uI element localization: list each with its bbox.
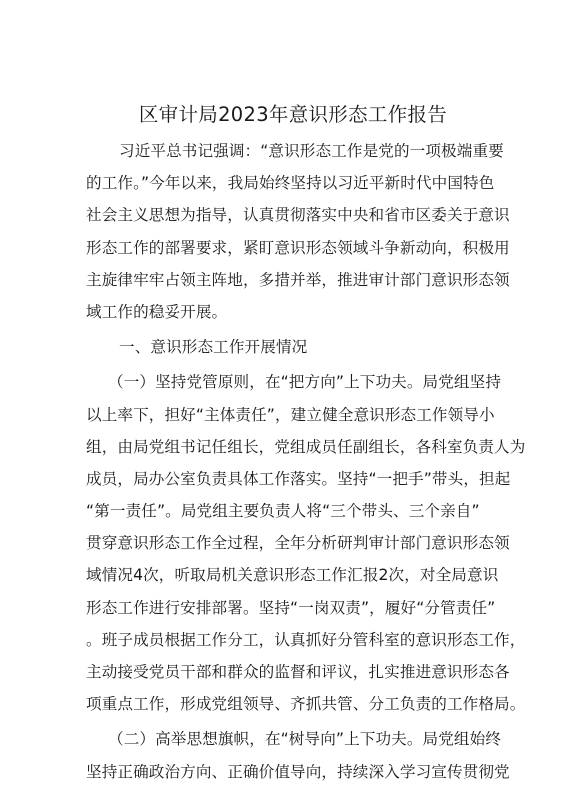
intro-paragraph [86,135,510,328]
text-line: 社会主义思想为指导，认真贯彻落实中央和省市区委关于意识 [86,206,510,225]
text-line: 。班子成员根据工作分工，认真抓好分管科室的意识形态工作， [86,630,526,649]
text-line: 域工作的稳妥开展。 [86,302,228,321]
report-title: 区审计局2023年意识形态工作报告 [138,103,448,126]
subsection-2-paragraph [86,723,510,787]
text-line: 形态工作的部署要求，紧盯意识形态领域斗争新动向，积极用 [86,238,510,257]
text-line: （二）高举思想旗帜，在“树导向”上下功夫。局党组始终 [108,730,502,749]
text-line: 坚持正确政治方向、正确价值导向，持续深入学习宣传贯彻党 [86,762,510,781]
text-line: 主旋律牢牢占领主阵地，多措并举，推进审计部门意识形态领 [86,270,510,289]
text-line: 组，由局党组书记任组长，党组成员任副组长，各科室负责人为 [86,437,526,456]
text-line: 项重点工作，形成党组领导、齐抓共管、分工负责的工作格局。 [86,695,526,714]
section-heading [86,331,506,363]
text-line: （一）坚持党管原则，在“把方向”上下功夫。局党组坚持 [108,373,502,392]
report-body [86,135,526,788]
text-line: 贯穿意识形态工作全过程，全年分析研判审计部门意识形态领 [86,534,510,553]
text-line: 成员，局办公室负责具体工作落实。坚持“一把手”带头，担起 [86,469,511,488]
text-line: 以上率下，担好“主体责任”，建立健全意识形态工作领导小 [86,405,495,424]
text-line: 形态工作进行安排部署。坚持“一岗双责”，履好“分管责任” [86,598,496,617]
subsection-1-paragraph [86,366,526,720]
text-line: “第一责任”。局党组主要负责人将“三个带头、三个亲自” [86,502,480,521]
text-line: 域情况4次，听取局机关意识形态工作汇报2次，对全局意识 [86,566,499,585]
text-line: 主动接受党员干部和群众的监督和评议，扎实推进意识形态各 [86,663,510,681]
section-heading-text: 一、意识形态工作开展情况 [119,338,308,357]
text-line: 的工作。”今年以来，我局始终坚持以习近平新时代中国特色 [86,174,495,193]
text-line: 习近平总书记强调：“意识形态工作是党的一项极端重要 [119,142,504,160]
